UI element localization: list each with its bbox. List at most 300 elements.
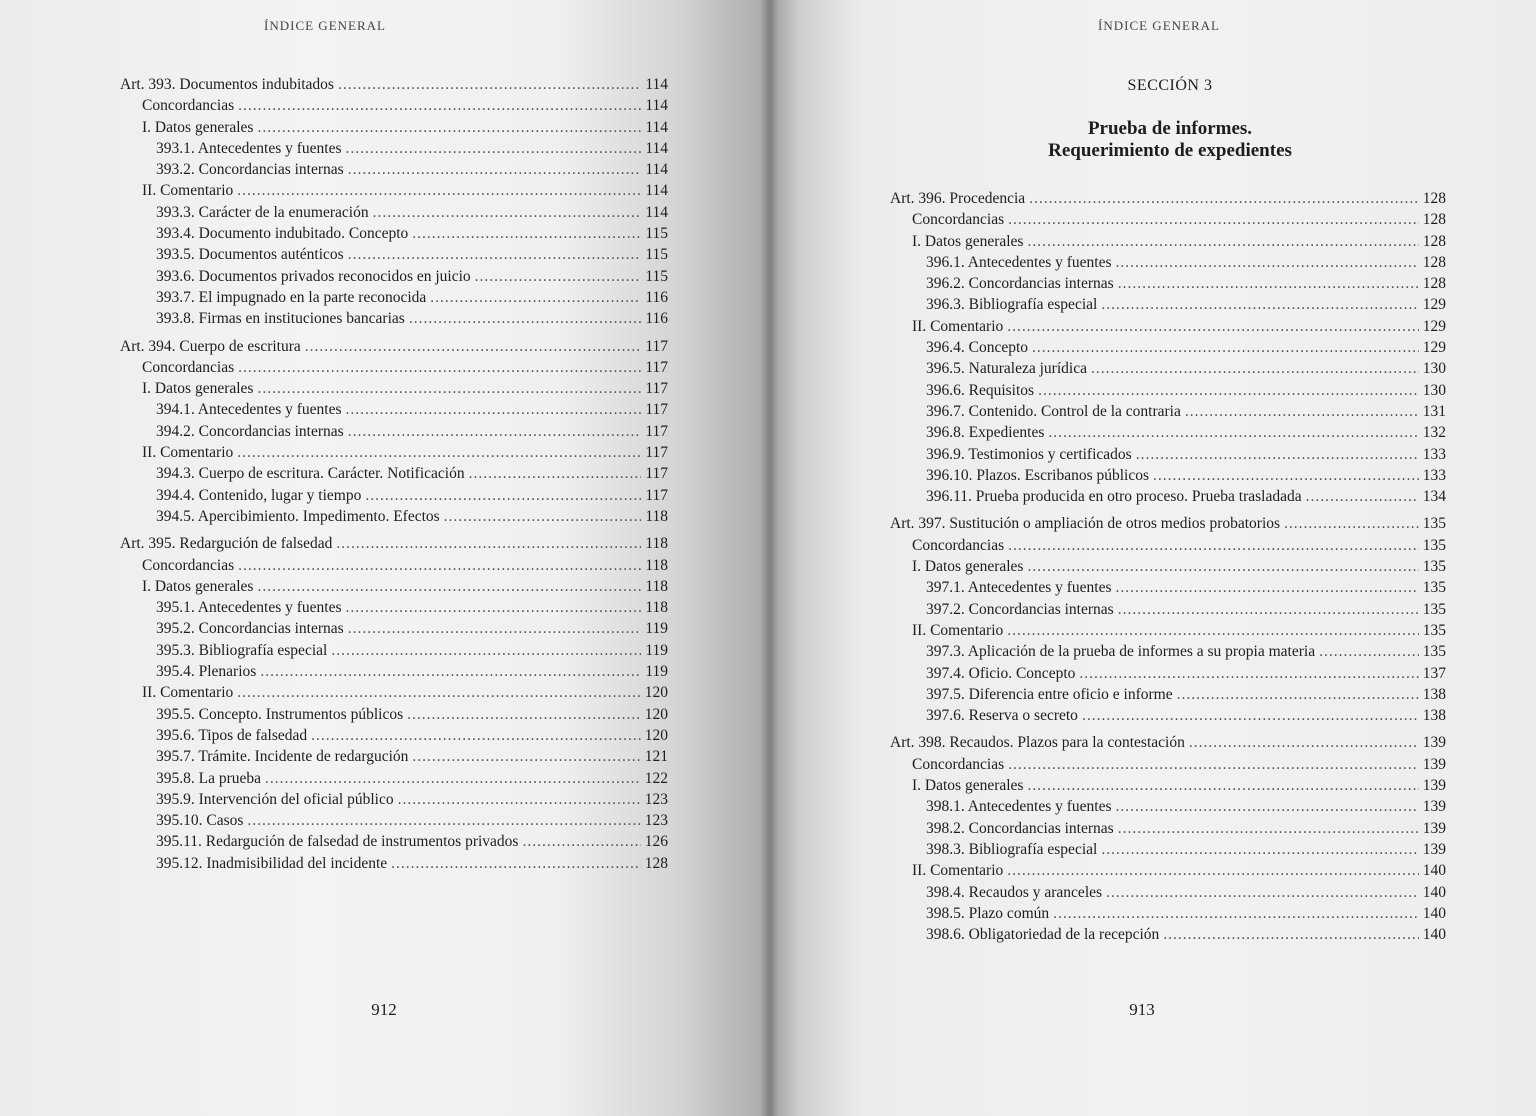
- toc-entry-title: Art. 396. Procedencia: [890, 190, 1026, 207]
- toc-entry-page: 123: [644, 812, 668, 830]
- toc-entry-title: 397.3. Aplicación de la prueba de informes a su propia materia: [926, 643, 1316, 661]
- toc-entry-page: 120: [644, 684, 668, 702]
- page-number-left: 912: [371, 1000, 397, 1019]
- toc-entry-title: 393.1. Antecedentes y fuentes: [156, 139, 342, 157]
- toc-entry: [890, 209, 1446, 230]
- toc-entry: [890, 818, 1446, 839]
- toc-entry: [120, 244, 668, 265]
- toc-entry-title: 396.5. Naturaleza jurídica: [926, 360, 1087, 378]
- toc-entry-page: 115: [645, 225, 668, 243]
- toc-entry: [120, 725, 668, 746]
- toc-entry-title: 398.5. Plazo común: [926, 904, 1050, 922]
- toc-entry-page: 139: [1422, 734, 1446, 752]
- toc-entry-title: 393.3. Carácter de la enumeración: [156, 203, 369, 221]
- dot-leader: [247, 810, 640, 831]
- toc-entry-title: 396.11. Prueba producida en otro proceso. Prueba trasladada: [926, 488, 1302, 506]
- dot-leader: [365, 485, 641, 506]
- toc-entry-title: 393.8. Firmas en instituciones bancarias: [156, 310, 405, 328]
- toc-entry-title: Art. 398. Recaudos. Plazos para la contestación: [890, 734, 1185, 752]
- toc-entry-title: I. Datos generales: [912, 777, 1024, 795]
- dot-leader: [1185, 401, 1419, 422]
- section-title-line-1: Prueba de informes.: [1087, 118, 1253, 139]
- dot-leader: [1163, 924, 1418, 945]
- toc-entry: [120, 442, 668, 463]
- toc-entry: [890, 599, 1446, 620]
- toc-entry: [120, 533, 668, 554]
- section-label: SECCIÓN 3: [1127, 77, 1213, 94]
- dot-leader: [265, 768, 641, 789]
- toc-entry-page: 140: [1422, 904, 1446, 922]
- toc-entry: [120, 485, 668, 506]
- toc-entry-title: Art. 393. Documentos indubitados: [120, 76, 334, 93]
- dot-leader: [412, 223, 641, 244]
- toc-entry-page: 114: [645, 139, 668, 157]
- toc-entry: [120, 202, 668, 223]
- dot-leader: [238, 357, 641, 378]
- toc-entry-page: 114: [645, 161, 668, 179]
- dot-leader: [1101, 294, 1418, 315]
- toc-entry-page: 140: [1422, 862, 1446, 880]
- toc-entry-page: 138: [1422, 707, 1446, 725]
- toc-entry-title: 395.10. Casos: [156, 812, 244, 830]
- toc-entry-title: II. Comentario: [912, 317, 1004, 335]
- dot-leader: [346, 597, 642, 618]
- toc-entry-title: 395.2. Concordancias internas: [156, 620, 344, 638]
- section-title: [870, 118, 1470, 162]
- toc-entry: [890, 903, 1446, 924]
- toc-entry-page: 117: [645, 401, 668, 419]
- toc-entry-title: 397.2. Concordancias internas: [926, 600, 1114, 618]
- toc-entry-title: I. Datos generales: [912, 232, 1024, 250]
- dot-leader: [311, 725, 641, 746]
- dot-leader: [1306, 486, 1419, 507]
- dot-leader: [1008, 209, 1419, 230]
- toc-entry-title: Art. 397. Sustitución o ampliación de otros medios probatorios: [890, 515, 1281, 533]
- toc-entry-title: 394.3. Cuerpo de escritura. Carácter. Notificación: [156, 465, 465, 483]
- dot-leader: [257, 378, 641, 399]
- toc-entry-page: 128: [644, 854, 668, 872]
- toc-entry: [890, 444, 1446, 465]
- toc-entry-title: 396.4. Concepto: [926, 339, 1029, 357]
- toc-entry-page: 140: [1422, 883, 1446, 901]
- dot-leader: [237, 180, 641, 201]
- toc-entry: [890, 535, 1446, 556]
- toc-left: [120, 74, 668, 874]
- toc-entry-title: Art. 395. Redargución de falsedad: [120, 535, 333, 553]
- toc-entry-title: 398.1. Antecedentes y fuentes: [926, 798, 1112, 816]
- toc-entry: [890, 641, 1446, 662]
- toc-entry-title: 397.5. Diferencia entre oficio e informe: [926, 685, 1173, 703]
- toc-entry: [890, 684, 1446, 705]
- toc-entry-title: Concordancias: [142, 556, 235, 574]
- toc-entry-page: 116: [645, 310, 668, 328]
- toc-entry-page: 118: [645, 507, 668, 525]
- dot-leader: [336, 533, 641, 554]
- right-page: [770, 0, 1536, 1116]
- toc-entry-page: 135: [1422, 515, 1446, 533]
- dot-leader: [1008, 754, 1419, 775]
- toc-entry-title: 397.6. Reserva o secreto: [926, 707, 1078, 725]
- toc-entry: [120, 618, 668, 639]
- dot-leader: [305, 336, 642, 357]
- toc-entry-page: 126: [644, 833, 668, 851]
- toc-entry: [890, 796, 1446, 817]
- toc-entry-title: 395.1. Antecedentes y fuentes: [156, 599, 342, 617]
- toc-entry-page: 114: [645, 76, 668, 93]
- dot-leader: [412, 746, 640, 767]
- toc-entry-page: 119: [645, 620, 668, 638]
- toc-entry-title: 394.1. Antecedentes y fuentes: [156, 401, 342, 419]
- toc-entry: [120, 661, 668, 682]
- toc-entry: [890, 705, 1446, 726]
- toc-entry: [890, 775, 1446, 796]
- toc-entry-page: 135: [1422, 621, 1446, 639]
- toc-entry-title: 396.9. Testimonios y certificados: [926, 445, 1132, 463]
- dot-leader: [1048, 422, 1418, 443]
- toc-entry-title: 396.10. Plazos. Escribanos públicos: [926, 466, 1150, 484]
- dot-leader: [1029, 188, 1419, 209]
- toc-entry-title: Concordancias: [912, 536, 1005, 554]
- dot-leader: [1319, 641, 1419, 662]
- toc-entry-page: 130: [1422, 381, 1446, 399]
- dot-leader: [522, 831, 640, 852]
- dot-leader: [348, 159, 642, 180]
- toc-entry-page: 118: [645, 535, 668, 553]
- toc-entry: [890, 380, 1446, 401]
- toc-entry-page: 121: [644, 748, 668, 766]
- toc-entry: [890, 294, 1446, 315]
- dot-leader: [348, 618, 642, 639]
- toc-entry: [120, 746, 668, 767]
- toc-entry: [120, 159, 668, 180]
- toc-entry-title: 398.3. Bibliografía especial: [926, 840, 1098, 858]
- toc-entry: [120, 682, 668, 703]
- toc-entry: [890, 754, 1446, 775]
- dot-leader: [1053, 903, 1419, 924]
- toc-entry: [890, 882, 1446, 903]
- toc-entry-title: 396.8. Expedientes: [926, 424, 1045, 442]
- toc-entry-page: 114: [645, 97, 668, 115]
- toc-entry: [120, 555, 668, 576]
- dot-leader: [238, 95, 641, 116]
- toc-entry-page: 119: [645, 663, 668, 681]
- toc-entry: [890, 273, 1446, 294]
- toc-entry: [120, 357, 668, 378]
- toc-entry-title: 395.5. Concepto. Instrumentos públicos: [156, 705, 404, 723]
- toc-entry: [120, 223, 668, 244]
- toc-right: [890, 188, 1446, 945]
- toc-entry-page: 114: [645, 203, 668, 221]
- dot-leader: [1116, 252, 1419, 273]
- dot-leader: [407, 704, 641, 725]
- toc-entry-title: 396.7. Contenido. Control de la contraria: [926, 402, 1181, 420]
- toc-entry: [890, 577, 1446, 598]
- toc-entry-title: I. Datos generales: [142, 577, 254, 595]
- toc-entry-title: 397.1. Antecedentes y fuentes: [926, 579, 1112, 597]
- toc-entry-page: 117: [645, 444, 668, 462]
- toc-entry-page: 139: [1422, 755, 1446, 773]
- toc-entry-title: I. Datos generales: [912, 558, 1024, 576]
- running-head-left: ÍNDICE GENERAL: [264, 18, 386, 33]
- toc-entry-title: II. Comentario: [142, 182, 234, 200]
- dot-leader: [1118, 818, 1419, 839]
- toc-entry-title: I. Datos generales: [142, 380, 254, 398]
- page-number-right: 913: [1129, 1000, 1155, 1019]
- toc-entry-page: 129: [1422, 339, 1446, 357]
- dot-leader: [338, 74, 641, 95]
- toc-entry-title: 396.2. Concordancias internas: [926, 275, 1114, 293]
- toc-entry-title: Concordancias: [142, 97, 235, 115]
- dot-leader: [1008, 535, 1419, 556]
- toc-entry: [120, 810, 668, 831]
- toc-entry: [890, 401, 1446, 422]
- toc-entry: [120, 576, 668, 597]
- toc-entry: [120, 421, 668, 442]
- toc-entry: [890, 231, 1446, 252]
- toc-entry-page: 120: [644, 705, 668, 723]
- dot-leader: [430, 287, 641, 308]
- toc-entry-page: 140: [1422, 926, 1446, 944]
- toc-entry: [890, 860, 1446, 881]
- toc-entry: [120, 789, 668, 810]
- dot-leader: [348, 421, 642, 442]
- toc-entry: [890, 732, 1446, 753]
- toc-entry: [120, 640, 668, 661]
- toc-entry: [890, 556, 1446, 577]
- toc-entry-page: 128: [1422, 190, 1446, 207]
- toc-entry-page: 117: [645, 465, 668, 483]
- toc-entry-page: 128: [1422, 211, 1446, 229]
- toc-entry-title: 395.8. La prueba: [156, 769, 262, 787]
- toc-entry: [120, 704, 668, 725]
- dot-leader: [1284, 513, 1419, 534]
- toc-entry-page: 129: [1422, 317, 1446, 335]
- toc-entry: [120, 308, 668, 329]
- toc-entry-page: 135: [1422, 643, 1446, 661]
- dot-leader: [475, 266, 642, 287]
- toc-entry: [120, 95, 668, 116]
- toc-entry-page: 116: [645, 288, 668, 306]
- dot-leader: [444, 506, 642, 527]
- toc-entry-page: 129: [1422, 296, 1446, 314]
- dot-leader: [469, 463, 642, 484]
- toc-entry-title: 395.11. Redargución de falsedad de instrumentos privados: [156, 833, 519, 851]
- dot-leader: [1153, 465, 1419, 486]
- toc-entry: [120, 180, 668, 201]
- dot-leader: [1091, 358, 1419, 379]
- dot-leader: [346, 399, 642, 420]
- toc-entry-title: 393.2. Concordancias internas: [156, 161, 344, 179]
- toc-entry-title: 395.4. Plenarios: [156, 663, 257, 681]
- dot-leader: [348, 244, 642, 265]
- dot-leader: [1007, 860, 1418, 881]
- toc-entry: [120, 138, 668, 159]
- toc-entry-page: 123: [644, 790, 668, 808]
- toc-entry-page: 132: [1422, 424, 1446, 442]
- toc-entry: [890, 620, 1446, 641]
- toc-entry-title: 398.2. Concordancias internas: [926, 819, 1114, 837]
- toc-entry-page: 131: [1422, 402, 1446, 420]
- running-head-right: ÍNDICE GENERAL: [1098, 18, 1220, 33]
- section-title-line-2: Requerimiento de expedientes: [1048, 140, 1292, 161]
- toc-entry-page: 133: [1422, 445, 1446, 463]
- toc-entry-page: 133: [1422, 466, 1446, 484]
- toc-entry-page: 117: [645, 422, 668, 440]
- dot-leader: [237, 442, 641, 463]
- toc-entry: [890, 513, 1446, 534]
- toc-entry-title: I. Datos generales: [142, 118, 254, 136]
- toc-entry-page: 114: [645, 182, 668, 200]
- dot-leader: [257, 117, 641, 138]
- toc-entry-title: 395.12. Inadmisibilidad del incidente: [156, 854, 388, 872]
- toc-entry-page: 115: [645, 267, 668, 285]
- toc-entry-page: 139: [1422, 798, 1446, 816]
- dot-leader: [1027, 556, 1418, 577]
- toc-entry: [890, 337, 1446, 358]
- toc-entry: [120, 831, 668, 852]
- toc-entry-title: 393.7. El impugnado en la parte reconocida: [156, 288, 427, 306]
- toc-entry-title: 396.3. Bibliografía especial: [926, 296, 1098, 314]
- toc-entry-page: 117: [645, 337, 668, 355]
- toc-entry: [890, 486, 1446, 507]
- toc-entry-title: 395.3. Bibliografía especial: [156, 641, 328, 659]
- dot-leader: [257, 576, 641, 597]
- toc-entry-title: 395.6. Tipos de falsedad: [156, 726, 308, 744]
- dot-leader: [373, 202, 642, 223]
- toc-entry-page: 115: [645, 246, 668, 264]
- toc-entry-title: 396.1. Antecedentes y fuentes: [926, 253, 1112, 271]
- toc-entry-page: 118: [645, 599, 668, 617]
- toc-entry: [120, 506, 668, 527]
- toc-entry: [890, 188, 1446, 209]
- dot-leader: [331, 640, 641, 661]
- dot-leader: [1082, 705, 1419, 726]
- toc-entry: [120, 399, 668, 420]
- toc-entry-page: 130: [1422, 360, 1446, 378]
- toc-entry: [120, 853, 668, 874]
- toc-entry-page: 117: [645, 486, 668, 504]
- toc-entry: [120, 336, 668, 357]
- toc-entry-title: 393.4. Documento indubitado. Concepto: [156, 225, 409, 243]
- toc-entry-title: II. Comentario: [142, 684, 234, 702]
- toc-entry-title: Concordancias: [912, 211, 1005, 229]
- toc-entry-page: 135: [1422, 558, 1446, 576]
- toc-entry-title: II. Comentario: [912, 621, 1004, 639]
- toc-entry: [120, 768, 668, 789]
- toc-entry: [890, 663, 1446, 684]
- toc-entry-page: 135: [1422, 536, 1446, 554]
- toc-entry: [120, 287, 668, 308]
- toc-entry-title: II. Comentario: [912, 862, 1004, 880]
- dot-leader: [1177, 684, 1419, 705]
- toc-entry-title: 394.4. Contenido, lugar y tiempo: [156, 486, 362, 504]
- gutter-shadow: [760, 0, 778, 1116]
- toc-entry-page: 135: [1422, 600, 1446, 618]
- toc-entry: [120, 117, 668, 138]
- dot-leader: [1027, 231, 1418, 252]
- toc-entry: [120, 463, 668, 484]
- toc-entry-page: 139: [1422, 777, 1446, 795]
- dot-leader: [1007, 316, 1418, 337]
- toc-entry-page: 128: [1422, 275, 1446, 293]
- toc-entry-page: 117: [645, 358, 668, 376]
- dot-leader: [1118, 273, 1419, 294]
- toc-entry-page: 137: [1422, 664, 1446, 682]
- toc-entry-title: Concordancias: [142, 358, 235, 376]
- toc-entry-page: 118: [645, 556, 668, 574]
- toc-entry-page: 120: [644, 726, 668, 744]
- toc-entry-title: 398.4. Recaudos y aranceles: [926, 883, 1103, 901]
- toc-entry-title: II. Comentario: [142, 444, 234, 462]
- toc-entry-title: 395.9. Intervención del oficial público: [156, 790, 394, 808]
- toc-entry-page: 117: [645, 380, 668, 398]
- dot-leader: [346, 138, 642, 159]
- dot-leader: [409, 308, 642, 329]
- toc-entry-page: 118: [645, 577, 668, 595]
- dot-leader: [1116, 796, 1419, 817]
- toc-entry-title: 395.7. Trámite. Incidente de redargución: [156, 748, 409, 766]
- dot-leader: [1136, 444, 1419, 465]
- toc-entry: [890, 839, 1446, 860]
- toc-entry: [120, 266, 668, 287]
- toc-entry: [890, 924, 1446, 945]
- toc-entry-title: 394.5. Apercibimiento. Impedimento. Efectos: [156, 507, 440, 525]
- toc-entry-page: 122: [644, 769, 668, 787]
- dot-leader: [391, 853, 641, 874]
- dot-leader: [1116, 577, 1419, 598]
- toc-entry-page: 128: [1422, 232, 1446, 250]
- toc-entry-title: 397.4. Oficio. Concepto: [926, 664, 1076, 682]
- dot-leader: [1189, 732, 1419, 753]
- toc-entry-title: Concordancias: [912, 755, 1005, 773]
- toc-entry-page: 138: [1422, 685, 1446, 703]
- toc-entry-page: 114: [645, 118, 668, 136]
- toc-entry: [120, 597, 668, 618]
- toc-entry-title: 398.6. Obligatoriedad de la recepción: [926, 926, 1160, 944]
- dot-leader: [1106, 882, 1419, 903]
- dot-leader: [1079, 663, 1418, 684]
- toc-entry-title: Art. 394. Cuerpo de escritura: [120, 337, 301, 355]
- dot-leader: [260, 661, 641, 682]
- toc-entry-title: 394.2. Concordancias internas: [156, 422, 344, 440]
- toc-entry-page: 134: [1422, 488, 1446, 506]
- dot-leader: [237, 682, 640, 703]
- dot-leader: [238, 555, 641, 576]
- dot-leader: [1101, 839, 1418, 860]
- toc-entry-page: 139: [1422, 840, 1446, 858]
- toc-entry-page: 139: [1422, 819, 1446, 837]
- toc-entry: [890, 252, 1446, 273]
- dot-leader: [1038, 380, 1419, 401]
- dot-leader: [1027, 775, 1418, 796]
- dot-leader: [1118, 599, 1419, 620]
- toc-entry: [120, 378, 668, 399]
- toc-entry-title: 396.6. Requisitos: [926, 381, 1035, 399]
- toc-entry: [890, 358, 1446, 379]
- toc-entry-page: 128: [1422, 253, 1446, 271]
- dot-leader: [398, 789, 641, 810]
- dot-leader: [1032, 337, 1419, 358]
- toc-entry-page: 135: [1422, 579, 1446, 597]
- toc-entry-title: 393.5. Documentos auténticos: [156, 246, 344, 264]
- toc-entry: [890, 465, 1446, 486]
- toc-entry: [890, 316, 1446, 337]
- toc-entry-page: 119: [645, 641, 668, 659]
- dot-leader: [1007, 620, 1418, 641]
- toc-entry: [120, 74, 668, 95]
- toc-entry-title: 393.6. Documentos privados reconocidos en juicio: [156, 267, 471, 285]
- toc-entry: [890, 422, 1446, 443]
